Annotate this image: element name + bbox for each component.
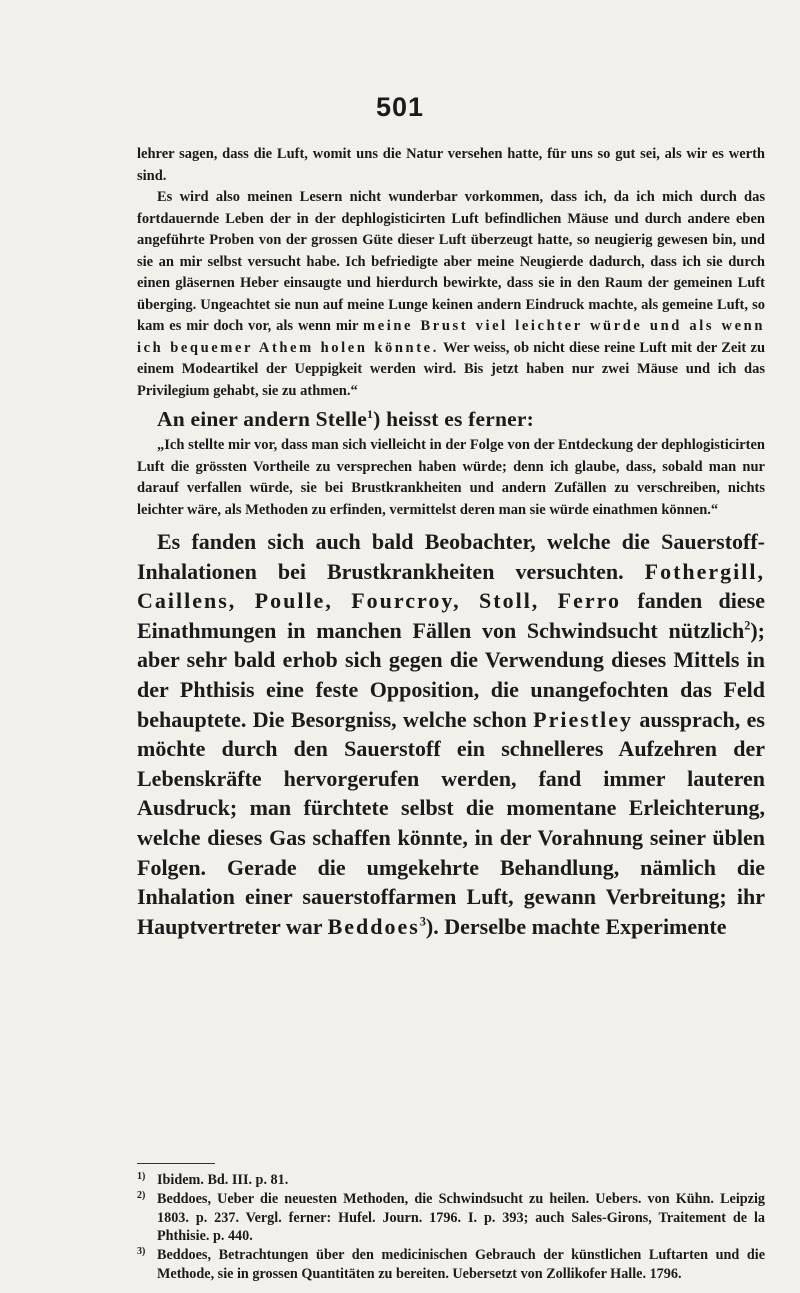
page-body (137, 144, 765, 941)
paragraph-1: lehrer sagen, dass die Luft, womit uns die Natur versehen hatte, für uns so gut sei, als wir es werth sind. (137, 146, 765, 184)
footnote-1 (137, 1171, 765, 1190)
footnote-ref-3: 3 (419, 914, 426, 929)
paragraph-3-after: ) heisst es ferner: (373, 407, 534, 431)
paragraph-5-b: fanden diese Einathmungen in manchen Fällen von Schwindsucht nützlich (137, 588, 765, 643)
spaced-emphasis: meine Brust viel leichter würde und als wenn ich bequemer Athem holen könnte. (137, 318, 765, 356)
paragraph-5-a: Es fanden sich auch bald Beobachter, welche die Sauerstoff-Inhalationen bei Brustkrankheiten versuchten. (137, 529, 765, 584)
footnote-2 (137, 1190, 765, 1246)
paragraph-5 (137, 527, 765, 941)
footnote-text: Beddoes, Ueber die neuesten Methoden, die Schwindsucht zu heilen. Uebers. von Kühn. Leipzig 1803. p. 237. Vergl. ferner: Hufel. Journ. 1796. I. p. 393; auch Sales-Girons, Traitement de la Phthisie. p. 440. (157, 1190, 765, 1245)
paragraph-5-d: aussprach, es möchte durch den Sauerstoff ein schnelleres Aufzehren der Lebenskräfte hervorgerufen werden, fand immer lauteren Ausdruck; man fürchtete selbst die momentane Erleichterung, welche dieses Gas schaffen könnte, in der Vorahnung seiner üblen Folgen. Gerade die umgekehrte Behandlung, nämlich die Inhalation einer sauerstoffarmen Luft, gewann Verbreitung; ihr Hauptvertreter war (137, 706, 765, 939)
paragraph-5-c: ); aber sehr bald erhob sich gegen die Verwendung dieses Mittels in der Phthisis eine feste Opposition, die unangefochten das Feld behauptete. Die Besorgniss, welche schon (137, 617, 765, 732)
footnote-mark: 2) (137, 1189, 146, 1201)
paragraph-4-quote: „Ich stellte mir vor, dass man sich vielleicht in der Folge von der Entdeckung der dephlogisticirten Luft die grössten Vortheile zu versprechen haben würde; denn ich glaube, dass, sobald man nur darauf verfallen würde, sie bei Brustkrankheiten und andern Zufällen zu verschreiben, nichts leichter wäre, als Methoden zu erfinden, vermittelst deren man sie würde einathmen können.“ (137, 437, 765, 518)
footnote-ref-1: 1 (367, 406, 374, 421)
footnote-divider (137, 1163, 215, 1164)
paragraph-3-before: An einer andern Stelle (157, 407, 368, 431)
footnote-text: Beddoes, Betrachtungen über den medicinischen Gebrauch der künstlichen Luftarten und die Methode, sie in grossen Quantitäten zu bereiten. Uebersetzt von Zollikofer Halle. 1796. (157, 1247, 765, 1282)
footnote-mark: 1) (137, 1171, 146, 1182)
paragraph-2-end: Wer weiss, ob nicht diese reine Luft mit der Zeit zu einem Modeartikel der Ueppigkeit werden wird. Bis jetzt haben nur zwei Mäuse und ich das Privilegium gehabt, sie zu athmen.“ (137, 339, 766, 399)
paragraph-3 (137, 404, 765, 434)
page-number: 501 (375, 92, 425, 122)
spaced-author-names: Fothergill, Caillens, Poulle, Fourcroy, Stoll, Ferro (137, 558, 765, 614)
footnotes (137, 1171, 765, 1284)
footnote-text: Ibidem. Bd. III. p. 81. (157, 1172, 289, 1188)
spaced-name-beddoes: Beddoes (327, 913, 420, 939)
paragraph-2 (137, 187, 765, 402)
footnote-ref-2: 2 (744, 618, 751, 633)
footnote-mark: 3) (137, 1246, 146, 1258)
paragraph-2-text: Es wird also meinen Lesern nicht wunderbar vorkommen, dass ich, da ich mich durch das fortdauernde Leben der in der dephlogisticirten Luft befindlichen Mäuse und durch andere eben angeführte Proben von der grossen Güte dieser Luft überzeugt hatte, so neugierig gewesen bin, und sie an mir selbst versucht habe. Ich befriedigte aber meine Neugierde dadurch, dass ich sie durch einen gläsernen Heber einsaugte und hierdurch bewirkte, dass sie in den Raum der gemeinen Luft überging. Ungeachtet sie nun auf meine Lunge keinen andern Eindruck machte, als gemeine Luft, so kam es mir doch vor, als wenn mir (137, 189, 765, 334)
spaced-name-priestley: Priestley (533, 706, 634, 732)
paragraph-5-e: ). Derselbe machte Experimente (425, 913, 727, 939)
footnote-3 (137, 1246, 765, 1284)
